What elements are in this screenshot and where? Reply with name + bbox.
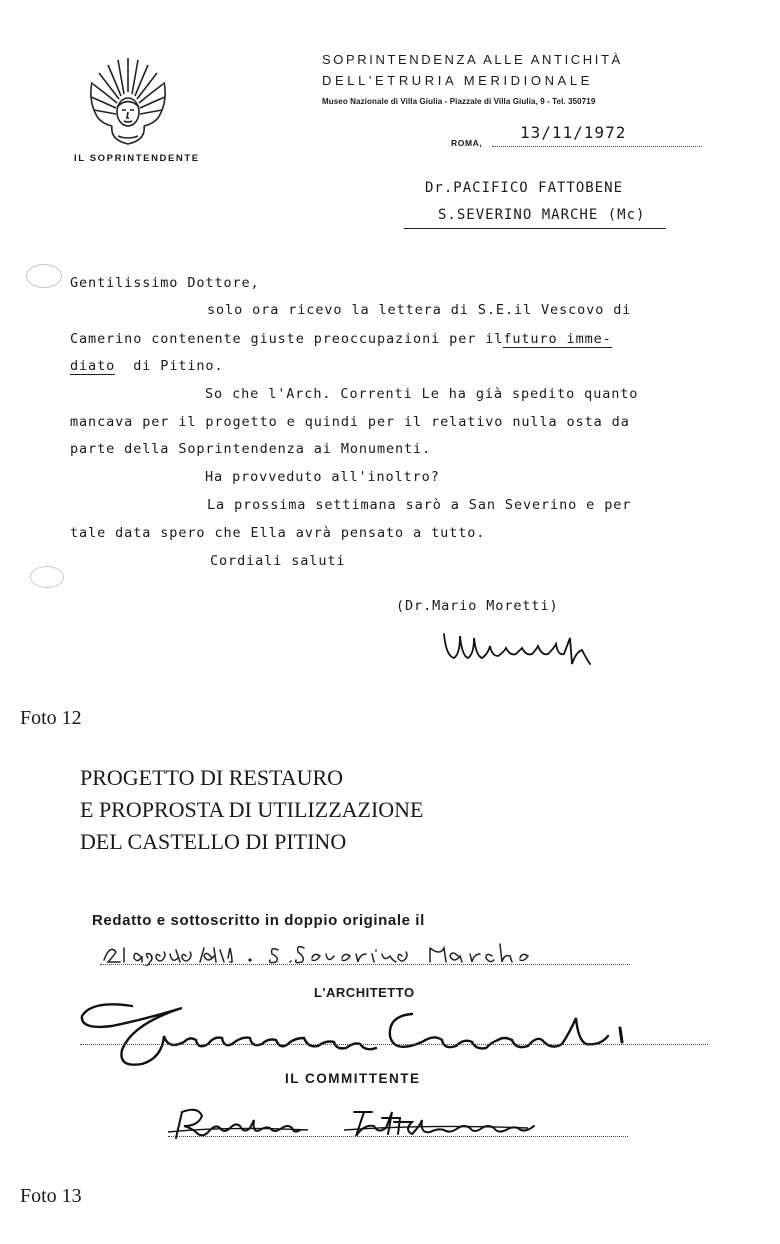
photo-caption-12: Foto 12 xyxy=(20,707,82,729)
signatory-name: (Dr.Mario Moretti) xyxy=(396,598,559,614)
recipient-underline xyxy=(404,228,666,229)
body-line: parte della Soprintendenza ai Monumenti. xyxy=(70,441,432,457)
moretti-signature xyxy=(440,628,620,668)
architect-label: L'ARCHITETTO xyxy=(314,985,415,1000)
body-line: La prossima settimana sarò a San Severino e per xyxy=(207,497,632,513)
recipient-province: (Mc) xyxy=(607,207,646,223)
architect-signature xyxy=(72,992,662,1074)
body-line: mancava per il progetto e quindi per il relativo nulla osta da xyxy=(70,414,630,430)
body-line: Ha provveduto all'inoltro? xyxy=(205,469,440,485)
punch-hole-mark xyxy=(26,264,62,288)
salutation: Gentilissimo Dottore, xyxy=(70,275,260,291)
recipient-city: S.SEVERINO MARCHE xyxy=(438,207,599,223)
body-text: Camerino contenente giuste preoccupazioni per il xyxy=(70,331,504,347)
place-label: ROMA, xyxy=(451,138,483,148)
recipient-address xyxy=(438,207,645,223)
handwritten-date xyxy=(100,936,620,966)
recipient-name: Dr.PACIFICO FATTOBENE xyxy=(425,180,624,196)
body-line: Cordiali saluti xyxy=(210,553,346,569)
letterhead-org-line2: DELL'ETRURIA MERIDIONALE xyxy=(322,73,593,88)
logo-caption: IL SOPRINTENDENTE xyxy=(74,153,200,164)
etruscan-antefix-icon xyxy=(88,52,168,148)
date-dotted-line xyxy=(100,964,630,965)
project-title-line2: E PROPROSTA DI UTILIZZAZIONE xyxy=(80,797,424,822)
body-line: So che l'Arch. Correnti Le ha già spedito quanto xyxy=(205,386,639,402)
body-line: solo ora ricevo la lettera di S.E.il Vescovo di xyxy=(207,302,632,318)
project-title-line1: PROGETTO DI RESTAURO xyxy=(80,765,344,790)
photo-caption-13: Foto 13 xyxy=(20,1185,82,1207)
body-text: di Pitino. xyxy=(133,358,224,374)
underlined-text: diato xyxy=(70,358,116,374)
punch-hole-mark xyxy=(30,566,64,588)
body-line: tale data spero che Ella avrà pensato a tutto. xyxy=(70,525,486,541)
letter-date: 13/11/1972 xyxy=(520,123,627,142)
redatto-statement: Redatto e sottoscritto in doppio originale il xyxy=(92,912,425,929)
letterhead-org-line1: SOPRINTENDENZA ALLE ANTICHITÀ xyxy=(322,52,623,67)
underlined-text: futuro imme- xyxy=(503,331,612,347)
date-dotted-line xyxy=(492,146,702,147)
architect-dotted-line xyxy=(80,1044,708,1045)
client-dotted-line xyxy=(168,1136,628,1137)
body-line xyxy=(70,331,612,347)
body-line xyxy=(70,358,223,374)
client-label: IL COMMITTENTE xyxy=(285,1071,421,1086)
project-title-line3: DEL CASTELLO DI PITINO xyxy=(80,829,347,854)
letterhead-museum-line: Museo Nazionale di Villa Giulia - Piazzale di Villa Giulia, 9 - Tel. 350719 xyxy=(322,97,596,106)
